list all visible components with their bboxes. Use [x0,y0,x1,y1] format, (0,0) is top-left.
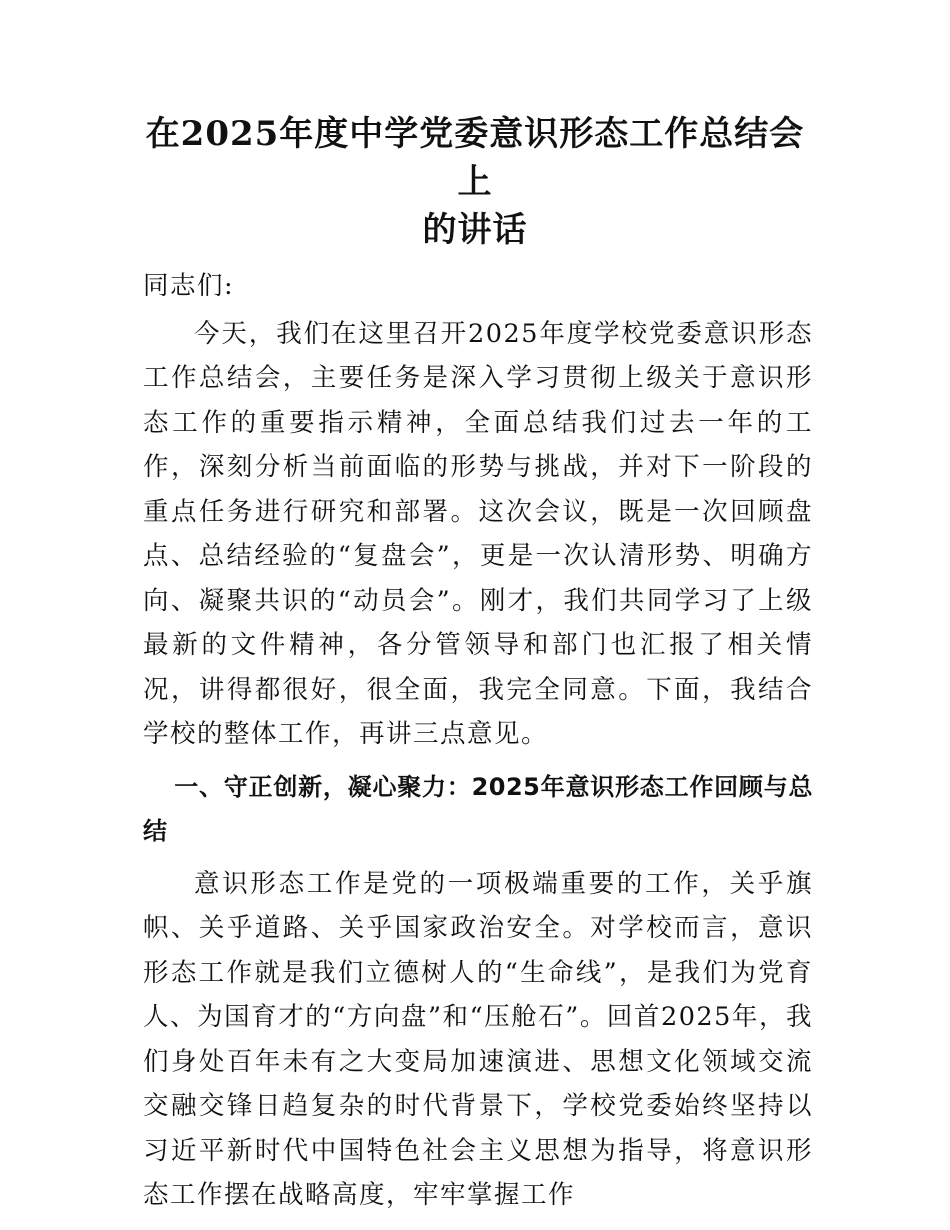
paragraph-section-1: 意识形态工作是党的一项极端重要的工作，关乎旗帜、关乎道路、关乎国家政治安全。对学校而言，意识形态工作就是我们立德树人的“生命线”，是我们为党育人、为国育才的“方向盘”和“压舱石”。回首2025年，我们身处百年未有之大变局加速演进、思想文化领域交流交融交锋日趋复杂的时代背景下，学校党委始终坚持以习近平新时代中国特色社会主义思想为指导，将意识形态工作摆在战略高度，牢牢掌握工作 [143,868,813,1210]
document-title [130,110,820,254]
title-line-1: 在2025年度中学党委意识形态工作总结会上 [145,114,805,202]
section-heading-1: 一、守正创新，凝心聚力：2025年意识形态工作回顾与总结 [143,772,813,845]
paragraph-opening: 今天，我们在这里召开2025年度学校党委意识形态工作总结会，主要任务是深入学习贯彻上级关于意识形态工作的重要指示精神，全面总结我们过去一年的工作，深刻分析当前面临的形势与挑战，并对下一阶段的重点任务进行研究和部署。这次会议，既是一次回顾盘点、总结经验的“复盘会”，更是一次认清形势、明确方向、凝聚共识的“动员会”。刚才，我们共同学习了上级最新的文件精神，各分管领导和部门也汇报了相关情况，讲得都很好，很全面，我完全同意。下面，我结合学校的整体工作，再讲三点意见。 [143,318,813,749]
greeting: 同志们: [143,271,235,301]
title-line-2: 的讲话 [422,210,528,250]
document-body [143,264,813,1218]
